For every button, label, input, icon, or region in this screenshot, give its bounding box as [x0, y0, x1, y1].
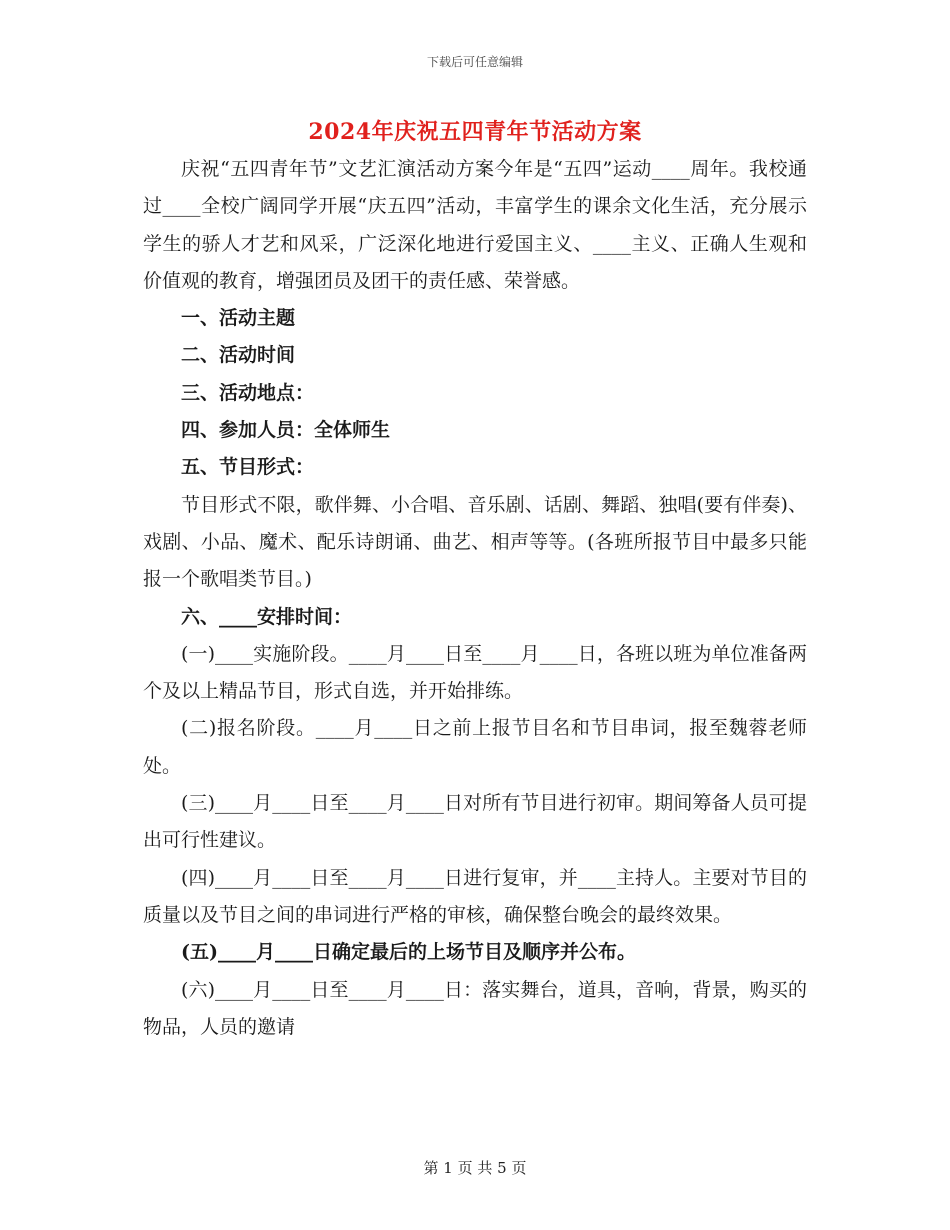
section-heading-schedule: 六、____安排时间：	[181, 605, 353, 628]
intro-paragraph: 庆祝“五四青年节”文艺汇演活动方案今年是“五四”运动____周年。我校通过____全校广阔同学开展“庆五四”活动，丰富学生的课余文化生活，充分展示学生的骄人才艺和风采，广泛深化地进行爱国主义、____主义、正确人生观和价值观的教育，增强团员及团干的责任感、荣誉感。	[143, 158, 807, 292]
section-heading-location: 三、活动地点：	[181, 381, 315, 404]
section-heading-time: 二、活动时间	[181, 344, 296, 367]
page-footer: 第 1 页 共 5 页	[423, 1159, 527, 1177]
section-heading-participants: 四、参加人员：全体师生	[181, 419, 391, 442]
schedule-item-2: (二)报名阶段。____月____日之前上报节目名和节目串词，报至魏蓉老师处。	[143, 717, 807, 777]
section-heading-format: 五、节目形式：	[181, 456, 315, 479]
schedule-item-6: (六)____月____日至____月____日：落实舞台，道具，音响，背景，购买的物品，人员的邀请	[143, 978, 807, 1038]
schedule-item-4: (四)____月____日至____月____日进行复审，并____主持人。主要对节目的质量以及节目之间的串词进行严格的审核，确保整台晚会的最终效果。	[143, 866, 807, 926]
schedule-item-3: (三)____月____日至____月____日对所有节目进行初审。期间筹备人员可提出可行性建议。	[143, 792, 807, 852]
format-paragraph: 节目形式不限，歌伴舞、小合唱、音乐剧、话剧、舞蹈、独唱(要有伴奏)、戏剧、小品、魔术、配乐诗朗诵、曲艺、相声等等。(各班所报节目中最多只能报一个歌唱类节目。)	[143, 493, 807, 591]
section-heading-theme: 一、活动主题	[181, 307, 296, 330]
document-body	[143, 151, 807, 1046]
document-title: 2024年庆祝五四青年节活动方案	[308, 119, 642, 145]
schedule-item-5: (五)____月____日确定最后的上场节目及顺序并公布。	[181, 941, 636, 964]
schedule-item-1: (一)____实施阶段。____月____日至____月____日，各班以班为单位准备两个及以上精品节目，形式自选，并开始排练。	[143, 642, 807, 703]
header-note: 下载后可任意编辑	[426, 55, 523, 69]
